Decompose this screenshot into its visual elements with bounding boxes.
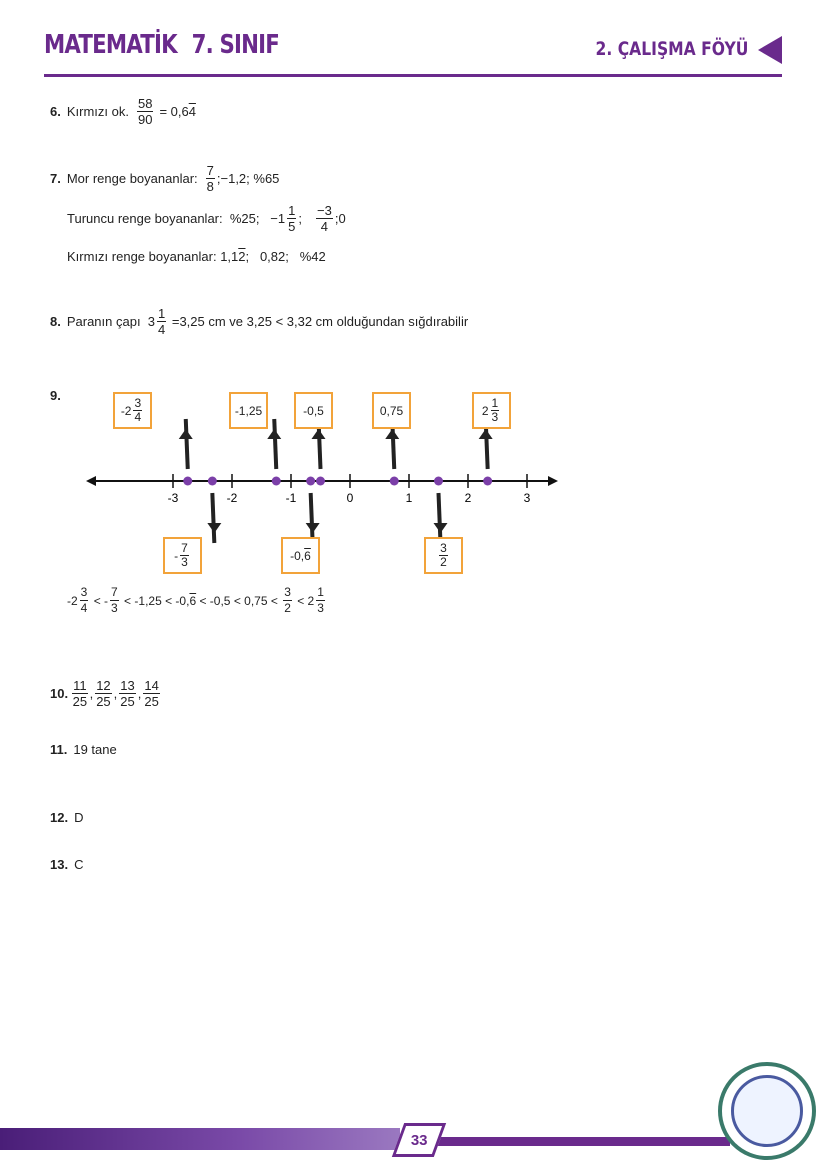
subject-name: MATEMATİK: [44, 30, 177, 60]
numerator: 1: [491, 396, 499, 410]
numerator: 3: [80, 585, 88, 599]
tick-label: -1: [285, 491, 297, 505]
arrow-down-icon: [207, 493, 221, 543]
values: ;0: [334, 211, 346, 226]
denominator: 3: [181, 555, 188, 569]
fraction: [439, 542, 448, 569]
answer-text: C: [74, 857, 84, 872]
answer-12: [50, 810, 83, 825]
point-dot: [306, 477, 315, 486]
numerator: 7: [181, 541, 188, 555]
sign: -: [174, 548, 179, 563]
numerator: 58: [137, 96, 153, 111]
denominator: 5: [288, 219, 296, 234]
point-label-box: -1,25: [229, 392, 268, 429]
numerator: 1: [317, 585, 324, 599]
tick-label: 1: [405, 491, 413, 505]
fraction: [133, 397, 142, 424]
point-label-box: -0,5: [294, 392, 333, 429]
separator: ,: [89, 686, 94, 701]
values: ; 0,82; %42: [245, 249, 326, 264]
numerator: 3: [134, 396, 142, 410]
axis-right-arrow: [548, 476, 558, 486]
numerator: 11: [73, 678, 87, 693]
denominator: 3: [317, 601, 324, 615]
point-label-box: [472, 392, 511, 429]
numerator: 3: [284, 585, 291, 599]
answer-text: Kırmızı ok.: [66, 104, 129, 119]
point-dot: [208, 477, 217, 486]
fraction: [72, 678, 88, 709]
fraction: [491, 397, 500, 424]
footer-band: [0, 1128, 400, 1150]
question-number: 12.: [50, 810, 69, 825]
label: Mor renge boyananlar:: [66, 171, 198, 186]
point-dot: [272, 477, 281, 486]
value-text: < -: [90, 593, 109, 608]
tick-label: 3: [523, 491, 531, 505]
numerator: 13: [120, 678, 135, 693]
denominator: 25: [144, 694, 159, 709]
whole-part: -2: [120, 403, 132, 418]
question-number: 9.: [50, 388, 61, 403]
separator: ,: [137, 686, 142, 701]
answer-10: [50, 678, 162, 709]
point-label-box: [281, 537, 320, 574]
question-number: 13.: [50, 857, 69, 872]
denominator: 90: [137, 112, 153, 127]
denominator: 4: [320, 219, 329, 234]
separator: ,: [113, 686, 118, 701]
fraction: [143, 678, 159, 709]
value-text: -0,: [290, 548, 305, 563]
denominator: 25: [96, 694, 111, 709]
repeating-digit: 6: [189, 593, 197, 608]
question-number: 6.: [50, 104, 61, 119]
value-text: -2: [67, 593, 78, 608]
numerator: 3: [440, 541, 447, 555]
point-dot: [390, 477, 399, 486]
answer-11: [50, 742, 117, 757]
tick-label: 0: [346, 491, 354, 505]
point-dot: [183, 477, 192, 486]
denominator: 2: [440, 555, 447, 569]
fraction: [119, 678, 135, 709]
tick-label: 2: [464, 491, 472, 505]
numerator: 1: [158, 306, 166, 321]
denominator: 3: [491, 410, 499, 424]
value-text: < -0,5 < 0,75 <: [196, 593, 282, 608]
value-text: < 2: [293, 593, 315, 608]
point-dot: [434, 477, 443, 486]
tick-label: -3: [167, 491, 179, 505]
institution-logo-icon: [718, 1062, 816, 1160]
denominator: 4: [158, 322, 166, 337]
numerator: 14: [144, 678, 159, 693]
point-label-box: [163, 537, 202, 574]
denominator: 3: [111, 601, 118, 615]
ordering-inequality: [67, 585, 327, 616]
label: Kırmızı renge boyananlar: 1,1: [67, 249, 239, 264]
grade-label: 7. SINIF: [191, 30, 280, 60]
repeating-digit: 4: [188, 104, 196, 119]
whole-part: 2: [481, 403, 489, 418]
denominator: 4: [80, 601, 88, 615]
sheet-title: 2. ÇALIŞMA FÖYÜ: [595, 38, 748, 60]
repeating-digit: 6: [304, 548, 311, 563]
fraction: [95, 678, 111, 709]
arrow-down-icon: [434, 493, 448, 543]
answer-text: =3,25 cm ve 3,25 < 3,32 cm olduğundan sığdırabilir: [168, 314, 469, 329]
arrow-down-icon: [306, 493, 320, 543]
answer-text: 19 tane: [73, 742, 117, 757]
point-label-box: 0,75: [372, 392, 411, 429]
question-number: 8.: [50, 314, 61, 329]
fraction: [80, 585, 89, 616]
values: ;−1,2; %65: [216, 171, 280, 186]
denominator: 25: [72, 694, 88, 709]
logo-mountain-icon: [731, 1075, 803, 1147]
tick-label: -2: [226, 491, 238, 505]
label: Turuncu renge boyananlar: %25; −1: [67, 211, 286, 226]
question-number: 7.: [50, 171, 61, 186]
separator: ;: [298, 211, 302, 226]
denominator: 4: [134, 410, 142, 424]
numerator: −3: [317, 203, 332, 218]
question-number: 11.: [50, 742, 68, 757]
arrow-up-icon: [179, 419, 193, 469]
axis-left-arrow: [86, 476, 96, 486]
footer-band-right: [430, 1137, 730, 1146]
repeating-digit: 2: [238, 249, 246, 264]
value-text: < -1,25 < -0,: [120, 593, 190, 608]
answer-text: D: [74, 810, 84, 825]
numerator: 7: [111, 585, 118, 599]
fraction: [283, 585, 292, 616]
point-dot: [316, 477, 325, 486]
numerator: 7: [206, 163, 214, 178]
page-number: 33: [410, 1131, 428, 1149]
denominator: 8: [206, 179, 214, 194]
fraction: [316, 585, 325, 616]
equation-text: = 0,6: [159, 104, 189, 119]
question-number: 10.: [50, 686, 69, 701]
denominator: 25: [120, 694, 135, 709]
point-label-box: [424, 537, 463, 574]
answer-13: [50, 857, 83, 872]
numerator: 12: [96, 678, 111, 693]
point-label-box: [113, 392, 152, 429]
fraction: [180, 542, 189, 569]
arrow-up-icon: [267, 419, 281, 469]
fraction: [110, 585, 119, 616]
denominator: 2: [284, 601, 291, 615]
numerator: 1: [288, 203, 296, 218]
answer-text: Paranın çapı 3: [66, 314, 156, 329]
point-dot: [483, 477, 492, 486]
